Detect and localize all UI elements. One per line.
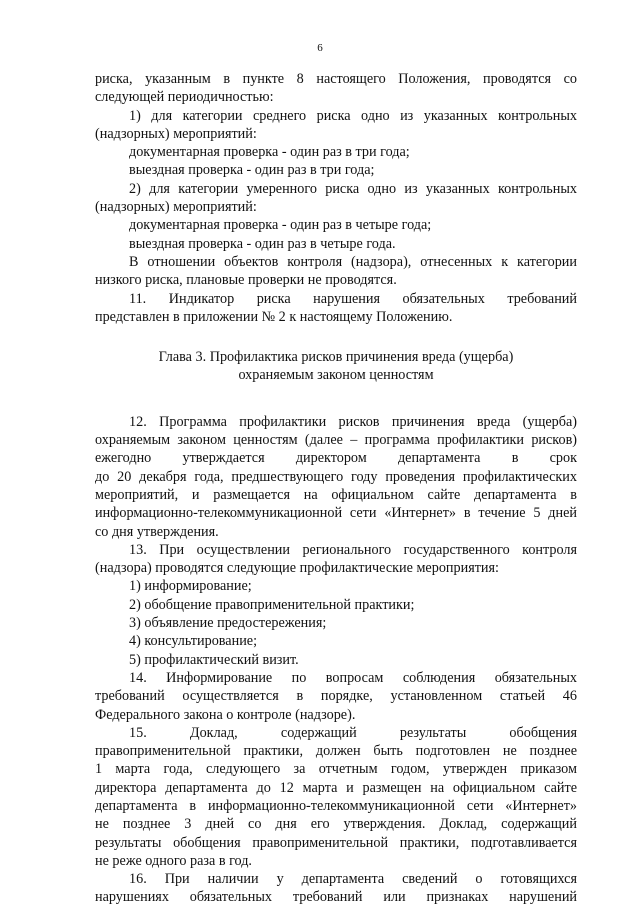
list-item: выездная проверка - один раз в три года; <box>129 162 375 179</box>
list-item: 3) объявление предостережения; <box>129 615 327 632</box>
text-line: Федерального закона о контроле (надзоре). <box>95 706 356 723</box>
list-item: 2) обобщение правоприменительной практики; <box>129 596 415 613</box>
text-line: 16. При наличии у департамента сведений о готовящихся <box>129 871 577 888</box>
text-line: следующей периодичностью: <box>95 89 274 106</box>
text-line: представлен в приложении № 2 к настоящему Положению. <box>95 308 453 325</box>
text-line: не реже одного раза в год. <box>95 852 252 869</box>
paragraph-13 <box>95 541 577 669</box>
risk-item-moderate <box>95 180 577 253</box>
text-line: (надзорных) мероприятий: <box>95 199 257 216</box>
text-line: 12. Программа профилактики рисков причинения вреда (ущерба) <box>129 413 577 430</box>
list-item: 4) консультирование; <box>129 633 258 650</box>
text-line: охраняемым законом ценностям (далее – программа профилактики рисков) <box>95 432 577 449</box>
text-line: 15. Доклад, содержащий результаты обобщения <box>129 724 577 741</box>
text-line: (надзорных) мероприятий: <box>95 125 257 142</box>
text-line: 1) для категории среднего риска одно из указанных контрольных <box>129 107 577 124</box>
paragraph-14 <box>95 669 577 724</box>
text-line: мероприятий, и размещается на официальном сайте департамента в <box>95 486 577 503</box>
paragraph-15 <box>95 724 577 870</box>
text-line: В отношении объектов контроля (надзора), отнесенных к категории <box>129 253 577 270</box>
text-line: ежегодно утверждается директором департамента в срок <box>95 450 577 467</box>
risk-item-medium <box>95 107 577 180</box>
text-line: директора департамента до 12 марта и размещен на официальном сайте <box>95 779 577 796</box>
list-item: выездная проверка - один раз в четыре года. <box>129 235 396 252</box>
paragraph-16 <box>95 870 577 907</box>
text-line: (надзора) проводятся следующие профилактические мероприятия: <box>95 560 499 577</box>
text-line: 2) для категории умеренного риска одно из указанных контрольных <box>129 180 577 197</box>
list-item: 1) информирование; <box>129 578 252 595</box>
paragraph-11 <box>95 290 577 327</box>
text-line: 13. При осуществлении регионального государственного контроля <box>129 541 577 558</box>
text-line: требований осуществляется в порядке, установленном статьей 46 <box>95 688 577 705</box>
paragraph-12 <box>95 413 577 541</box>
low-risk-paragraph <box>95 253 577 290</box>
text-line: 11. Индикатор риска нарушения обязательных требований <box>129 290 577 307</box>
text-line: не позднее 3 дней со дня его утверждения. Доклад, содержащий <box>95 816 577 833</box>
document-body <box>95 70 577 907</box>
page-number: 6 <box>317 42 323 54</box>
text-line: со дня утверждения. <box>95 523 219 540</box>
text-line: 14. Информирование по вопросам соблюдения обязательных <box>129 669 577 686</box>
text-line: до 20 декабря года, предшествующего году проведения профилактических <box>95 468 577 485</box>
heading-line: Глава 3. Профилактика рисков причинения вреда (ущерба) <box>158 349 514 366</box>
text-line: 1 марта года, следующего за отчетным годом, утвержден приказом <box>95 761 577 778</box>
text-line: правоприменительной практики, должен быть подготовлен не позднее <box>95 743 577 760</box>
text-line: риска, указанным в пункте 8 настоящего Положения, проводятся со <box>95 71 577 87</box>
list-item: 5) профилактический визит. <box>129 651 299 668</box>
intro-paragraph <box>95 70 577 107</box>
text-line: департамента в информационно-телекоммуникационной сети «Интернет» <box>95 797 577 814</box>
heading-line: охраняемым законом ценностям <box>238 367 434 384</box>
list-item: документарная проверка - один раз в четыре года; <box>129 217 432 234</box>
text-line: информационно-телекоммуникационной сети «Интернет» в течение 5 дней <box>95 505 577 522</box>
chapter-heading <box>95 348 577 385</box>
text-line: нарушениях обязательных требований или признаках нарушений <box>95 889 577 906</box>
text-line: низкого риска, плановые проверки не проводятся. <box>95 272 397 289</box>
list-item: документарная проверка - один раз в три года; <box>129 144 410 161</box>
text-line: результаты обобщения правоприменительной практики, подготавливается <box>95 834 577 851</box>
